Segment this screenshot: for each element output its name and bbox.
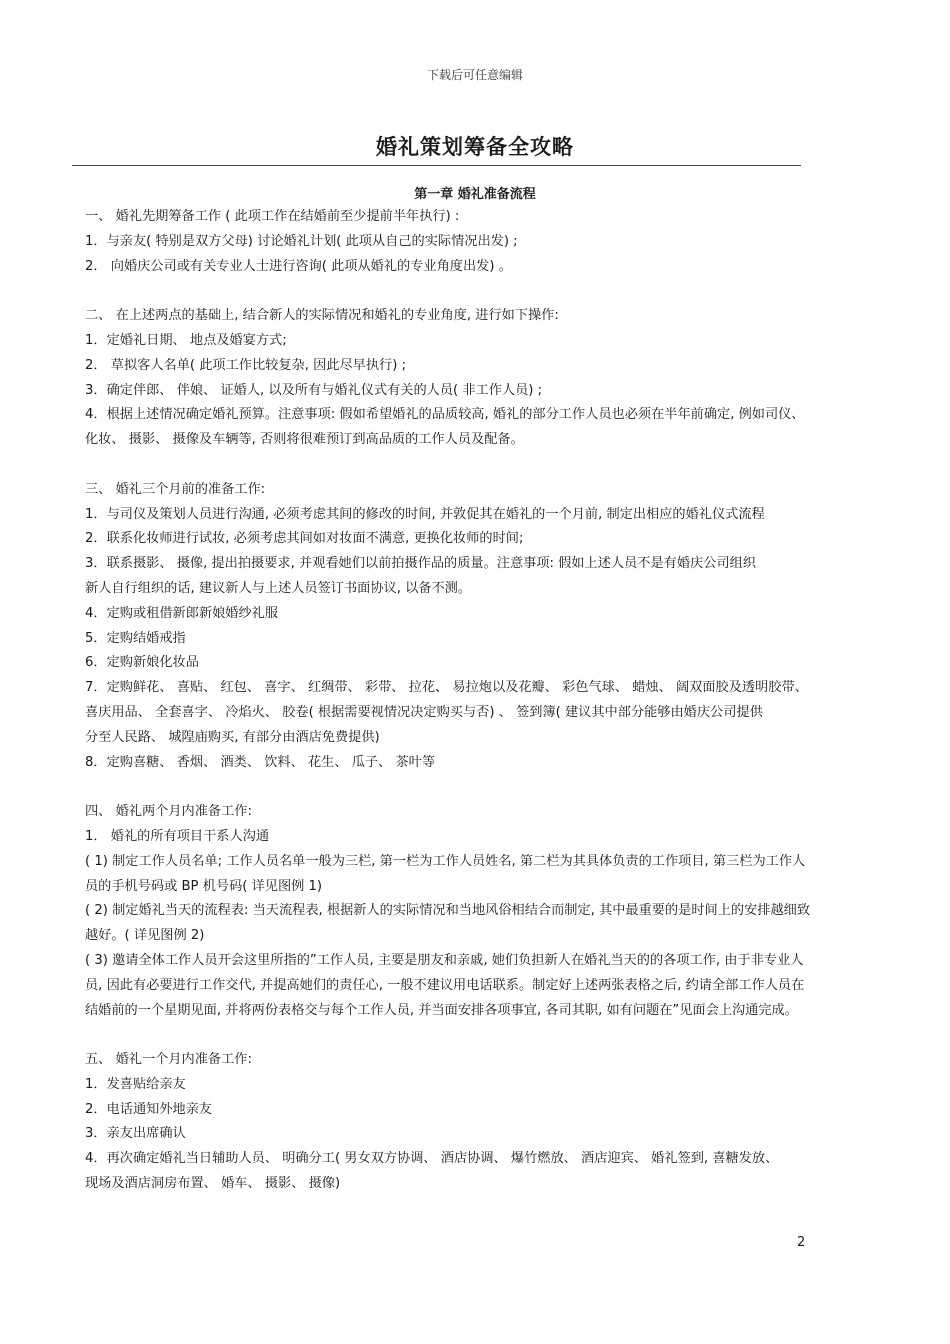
section-line: 4．根据上述情况确定婚礼预算。注意事项: 假如希望婚礼的品质较高, 婚礼的部分工作人员也必须在半年前确定, 例如司仪、 xyxy=(85,407,805,423)
chapter-heading: 第一章 婚礼准备流程 xyxy=(414,187,536,202)
section-block xyxy=(85,800,880,1023)
section-block xyxy=(85,478,880,776)
section-line: 8．定购喜糖、 香烟、 酒类、 饮料、 花生、 瓜子、 茶叶等 xyxy=(85,754,436,770)
section-line: 结婚前的一个星期见面, 并将两份表格交与每个工作人员, 并当面安排各项事宜, 各司其职, 如有问题在”见面会上沟通完成。 xyxy=(85,1002,798,1018)
page-header-note: 下载后可任意编辑 xyxy=(426,68,523,82)
section-line: ( 3) 邀请全体工作人员开会这里所指的”工作人员, 主要是朋友和亲戚, 她们负担新人在婚礼当天的的各项工作, 由于非专业人 xyxy=(85,952,804,968)
section-line: 3．亲友出席确认 xyxy=(85,1126,186,1142)
section-line-first: 四、 婚礼两个月内准备工作: xyxy=(85,804,252,820)
section-line: 2．电话通知外地亲友 xyxy=(85,1101,213,1117)
section-line: 现场及酒店洞房布置、 婚车、 摄影、 摄像) xyxy=(85,1176,341,1192)
section-line: 新人自行组织的话, 建议新人与上述人员签订书面协议, 以备不测。 xyxy=(85,580,472,596)
section-line: 化妆、 摄影、 摄像及车辆等, 否则将很难预订到高品质的工作人员及配备。 xyxy=(85,432,524,448)
section-line: 4．定购或租借新郎新娘婚纱礼服 xyxy=(85,605,279,621)
section-line: 员的手机号码或 BP 机号码( 详见图例 1) xyxy=(85,878,323,894)
section-line-first: 一、 婚礼先期筹备工作 ( 此项工作在结婚前至少提前半年执行) : xyxy=(85,209,460,224)
section-line: ( 1) 制定工作人员名单; 工作人员名单一般为三栏, 第一栏为工作人员姓名, 第二栏为其具体负责的工作项目, 第三栏为工作人 xyxy=(85,853,806,869)
section-line: 2． 草拟客人名单( 此项工作比较复杂, 因此尽早执行) ; xyxy=(85,357,407,373)
section-gap xyxy=(85,279,880,304)
section-line: 6．定购新娘化妆品 xyxy=(85,655,199,671)
document-title: 婚礼策划筹备全攻略 xyxy=(376,135,574,159)
section-line: 2．联系化妆师进行试妆, 必须考虑其间如对妆面不满意, 更换化妆师的时间; xyxy=(85,531,524,547)
title-divider xyxy=(72,165,801,166)
document-body xyxy=(85,205,880,1197)
section-block xyxy=(85,205,880,279)
section-line: 1．定婚礼日期、 地点及婚宴方式; xyxy=(85,332,287,348)
section-block xyxy=(85,1048,880,1197)
section-block xyxy=(85,304,880,453)
section-line: 1．与亲友( 特别是双方父母) 讨论婚礼计划( 此项从自己的实际情况出发) ; xyxy=(85,233,518,249)
section-line: 2． 向婚庆公司或有关专业人士进行咨询( 此项从婚礼的专业角度出发) 。 xyxy=(85,258,512,274)
section-line: 员, 因此有必要进行工作交代, 并提高她们的责任心, 一般不建议用电话联系。制定好上述两张表格之后, 约请全部工作人员在 xyxy=(85,977,805,993)
section-line: 喜庆用品、 全套喜字、 冷焰火、 胶卷( 根据需要视情况决定购买与否) 、 签到簿( 建议其中部分能够由婚庆公司提供 xyxy=(85,704,763,720)
section-gap xyxy=(85,775,880,800)
section-line: 7．定购鲜花、 喜贴、 红包、 喜字、 红绸带、 彩带、 拉花、 易拉炮以及花瓣、 彩色气球、 蜡烛、 阔双面胶及透明胶带、 xyxy=(85,680,808,696)
section-line: 分至人民路、 城隍庙购买, 有部分由酒店免费提供) xyxy=(85,729,380,745)
section-line: ( 2) 制定婚礼当天的流程表: 当天流程表, 根据新人的实际情况和当地风俗相结合而制定, 其中最重要的是时间上的安排越细致 xyxy=(85,903,811,919)
section-line-first: 三、 婚礼三个月前的准备工作: xyxy=(85,481,266,497)
section-line-first: 五、 婚礼一个月内准备工作: xyxy=(85,1052,252,1068)
section-gap xyxy=(85,1023,880,1048)
section-line: 1． 婚礼的所有项目干系人沟通 xyxy=(85,828,270,844)
section-line-first: 二、 在上述两点的基础上, 结合新人的实际情况和婚礼的专业角度, 进行如下操作: xyxy=(85,308,559,324)
section-gap xyxy=(85,453,880,478)
section-line: 4．再次确定婚礼当日辅助人员、 明确分工( 男女双方协调、 酒店协调、 爆竹燃放、 酒店迎宾、 婚礼签到, 喜糖发放、 xyxy=(85,1151,779,1167)
section-line: 5．定购结婚戒指 xyxy=(85,630,186,646)
section-line: 越好。( 详见图例 2) xyxy=(85,928,205,944)
section-line: 3．确定伴郎、 伴娘、 证婚人, 以及所有与婚礼仪式有关的人员( 非工作人员) ; xyxy=(85,382,543,398)
section-line: 3．联系摄影、 摄像, 提出拍摄要求, 并观看她们以前拍摄作品的质量。注意事项: 假如上述人员不是有婚庆公司组织 xyxy=(85,556,756,572)
page-number: 2 xyxy=(797,1235,806,1250)
section-line: 1．发喜贴给亲友 xyxy=(85,1076,186,1092)
section-line: 1．与司仪及策划人员进行沟通, 必须考虑其间的修改的时间, 并敦促其在婚礼的一个月前, 制定出相应的婚礼仪式流程 xyxy=(85,506,765,522)
